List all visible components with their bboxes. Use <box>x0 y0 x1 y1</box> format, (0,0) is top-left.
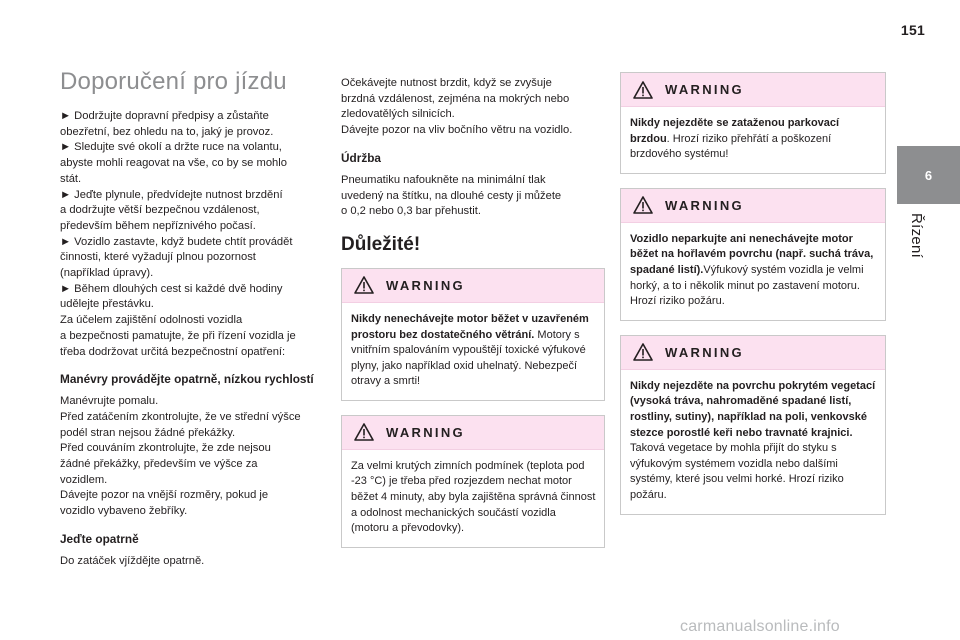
text-line: o 0,2 nebo 0,3 bar přehustit. <box>341 205 481 218</box>
page-number: 151 <box>900 22 926 38</box>
warning-header <box>621 189 885 223</box>
warning-body <box>621 107 885 173</box>
heading-maintenance: Údržba <box>341 150 381 165</box>
warning-triangle-icon <box>633 343 653 361</box>
text-line: udělejte přestávku. <box>60 298 154 311</box>
warning-box-vegetation <box>620 335 886 515</box>
text-line: Před couváním zkontrolujte, že zde nejsou <box>60 442 271 455</box>
text-line: ► Dodržujte dopravní předpisy a zůstaňte <box>60 110 269 122</box>
warning-box-winter <box>341 415 605 548</box>
warning-box-flammable-surface <box>620 188 886 321</box>
heading-drive-carefully: Jeďte opatrně <box>60 531 139 546</box>
warning-triangle-icon <box>633 81 653 99</box>
warning-text: Motory s vnitřním spalováním vypouštějí toxické výfukové plyny, jako například oxid uhelnatý. Nebezpečí otravy a smrti! <box>351 328 586 388</box>
warning-body <box>621 223 885 320</box>
warning-triangle-icon <box>354 423 374 441</box>
text-line: vozidlo vybaveno žebříky. <box>60 505 188 518</box>
warning-title: WARNING <box>386 277 465 293</box>
warning-header <box>342 416 604 450</box>
warning-bold-text: Nikdy nejezděte se zataženou parkovací brzdou <box>630 117 840 145</box>
maintenance-text <box>341 173 605 220</box>
column-1 <box>60 68 322 570</box>
warning-body <box>342 303 604 400</box>
warning-text: Taková vegetace by mohla přijít do styku s výfukovým systémem vozidla nebo dalšími systémy, které jsou velmi horké. Hrozí riziko požáru. <box>630 442 844 501</box>
text-line: brzdná vzdálenost, zejména na mokrých nebo <box>341 92 570 105</box>
warning-header <box>342 269 604 303</box>
braking-text <box>341 76 605 139</box>
text-line: Očekávejte nutnost brzdit, když se zvyšuje <box>341 77 552 89</box>
warning-text: Výfukový systém vozidla je velmi horký, a to i několik minut po zastavení motoru. Hrozí riziko požáru. <box>630 263 864 308</box>
text-line: a bezpečnosti pamatujte, že při řízení vozidla je <box>60 329 296 342</box>
heading-careful-maneuvers: Manévry provádějte opatrně, nízkou rychlostí <box>60 372 314 387</box>
warning-triangle-icon <box>354 276 374 294</box>
text-line: a dodržujte větší bezpečnou vzdálenost, <box>60 204 260 217</box>
warning-title: WARNING <box>386 424 465 440</box>
warning-box-ventilation <box>341 268 605 401</box>
chapter-tab[interactable]: 6 <box>897 146 960 204</box>
text-line: ► Jeďte plynule, předvídejte nutnost brzdění <box>60 188 283 201</box>
warning-text: . Hrozí riziko přehřátí a poškození brzdového systému! <box>630 132 832 161</box>
warning-header <box>621 336 885 370</box>
warning-header <box>621 73 885 107</box>
warning-bold-text: Nikdy nejezděte na povrchu pokrytém vegetací (vysoká tráva, nahromaděné spadané listí, rostliny, sutiny), například na poli, venkovské stezce porostlé keři nebo travnaté krajnici. <box>630 379 876 439</box>
warning-box-parking-brake <box>620 72 886 174</box>
text-line: Za účelem zajištění odolnosti vozidla <box>60 314 243 327</box>
warning-bold-text: Nikdy nenechávejte motor běžet v uzavřeném prostoru bez dostatečného větrání. <box>351 312 589 341</box>
text-line: třeba dodržovat určitá bezpečnostní opatření: <box>60 345 286 358</box>
warning-body <box>621 370 885 514</box>
text-line: Pneumatiku nafoukněte na minimální tlak <box>341 173 546 186</box>
footer-watermark: carmanualsonline.info <box>680 618 840 635</box>
text-line: především během nepříznivého počasí. <box>60 219 256 232</box>
text-line: ► Vozidlo zastavte, když budete chtít provádět <box>60 235 293 248</box>
column-2 <box>341 76 605 562</box>
text-line: obezřetní, bez ohledu na to, jaký je provoz. <box>60 125 274 138</box>
warning-triangle-icon <box>633 196 653 214</box>
text-line: ► Sledujte své okolí a držte ruce na volantu, <box>60 141 282 154</box>
text-line: abyste mohli reagovat na vše, co by se mohlo <box>60 157 287 170</box>
text-line: uvedený na štítku, na dlouhé cesty ji můžete <box>341 189 562 202</box>
text-line: vozidlem. <box>60 473 108 486</box>
text-line: Dávejte pozor na vliv bočního větru na vozidlo. <box>341 124 573 137</box>
warning-title: WARNING <box>665 197 744 213</box>
drive-carefully-text: Do zatáček vjíždějte opatrně. <box>60 554 205 567</box>
section-title: Doporučení pro jízdu <box>60 68 287 95</box>
text-line: (například úpravy). <box>60 267 154 280</box>
warning-title: WARNING <box>665 344 744 360</box>
text-line: Dávejte pozor na vnější rozměry, pokud je <box>60 489 269 502</box>
text-line: Před zatáčením zkontrolujte, že ve střední výšce <box>60 410 301 423</box>
column-3 <box>620 72 886 529</box>
warning-bold-text: Vozidlo neparkujte ani nenechávejte motor běžet na hořlavém povrchu (např. suchá tráva, spadané listí). <box>630 232 874 276</box>
important-heading: Důležité! <box>341 233 421 255</box>
text-line: ► Během dlouhých cest si každé dvě hodiny <box>60 282 283 295</box>
text-line: zledovatělých silnicích. <box>341 108 455 121</box>
warning-body: Za velmi krutých zimních podmínek (teplota pod -23 °C) je třeba před rozjezdem nechat motor běžet 4 minuty, aby byla zajištěna správná činnost a odolnost mechanických součástí vozidla (motoru a převodovky). <box>351 459 596 535</box>
text-line: žádné překážky, především ve výšce za <box>60 458 258 471</box>
careful-maneuvers-text <box>60 394 322 520</box>
text-line: podél stran nejsou žádné překážky. <box>60 426 236 439</box>
text-line: Manévrujte pomalu. <box>60 395 159 408</box>
chapter-title: Řízení <box>908 213 925 259</box>
text-line: stát. <box>60 172 82 185</box>
text-line: činnosti, které vyžadují plnou pozornost <box>60 251 256 264</box>
warning-title: WARNING <box>665 82 744 97</box>
driving-tips <box>60 109 322 360</box>
